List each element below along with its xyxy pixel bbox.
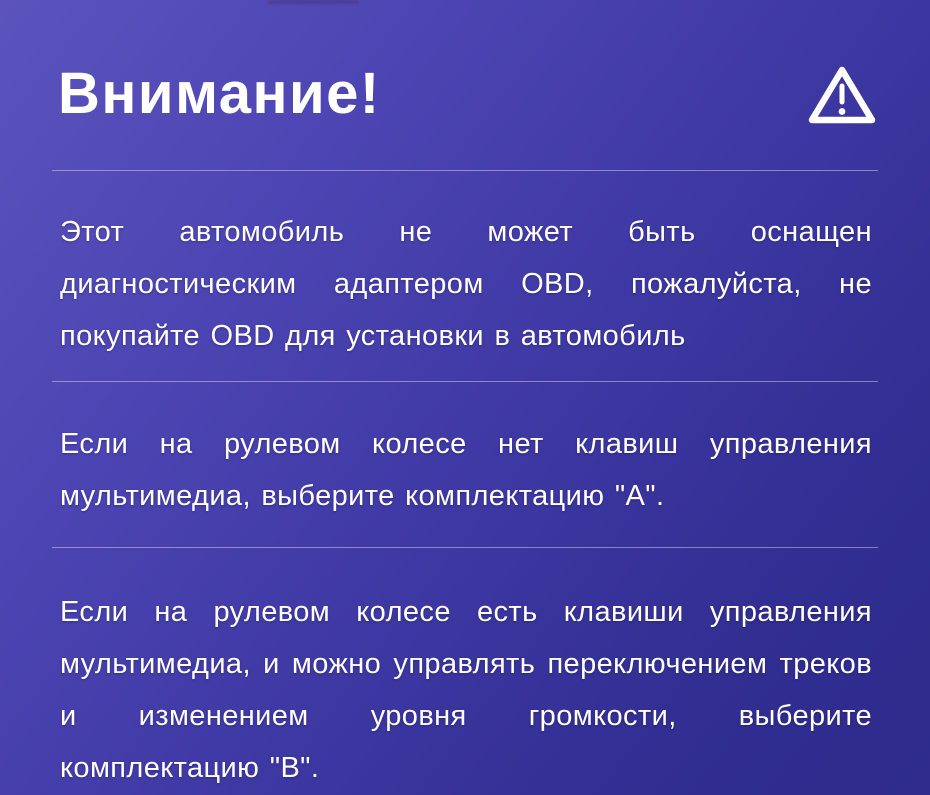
divider xyxy=(52,547,878,548)
paragraph-option-b: Если на рулевом колесе есть клавиши управления мультимедиа, и можно управлять переключением треков и изменением уровня громкости, выберите комплектацию "B". xyxy=(60,596,872,784)
page-title: Внимание! xyxy=(58,61,381,126)
warning-triangle-icon xyxy=(806,64,878,126)
paragraph-option-a: Если на рулевом колесе нет клавиш управления мультимедиа, выберите комплектацию "А". xyxy=(60,428,872,512)
top-edge-artifact xyxy=(268,0,358,4)
divider xyxy=(52,170,878,171)
paragraph-obd-warning: Этот автомобиль не может быть оснащен диагностическим адаптером OBD, пожалуйста, не покупайте OBD для установки в автомобиль xyxy=(60,216,872,352)
divider xyxy=(52,381,878,382)
